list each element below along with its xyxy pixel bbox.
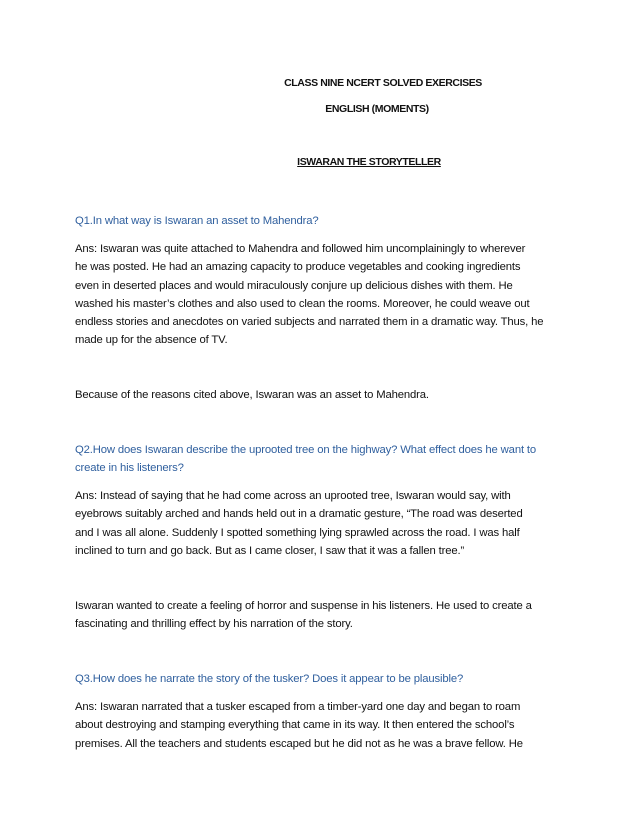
question-2-line: create in his listeners?: [75, 462, 184, 475]
question-1: [75, 212, 565, 230]
answer-1-line: he was posted. He had an amazing capacity to produce vegetables and cooking ingredients: [75, 261, 521, 274]
question-1-text: Q1.In what way is Iswaran an asset to Mahendra?: [75, 215, 319, 227]
answer-3-line: premises. All the teachers and students escaped but he did not as he was a brave fellow. He: [75, 737, 523, 750]
answer-1-line: made up for the absence of TV.: [75, 334, 228, 347]
answer-3-line: Ans: Iswaran narrated that a tusker escaped from a timber-yard one day and began to roam: [75, 701, 521, 713]
answer-2-line: inclined to turn and go back. But as I came closer, I saw that it was a fallen tree.”: [75, 544, 465, 557]
answer-1-conclusion: [75, 386, 565, 404]
question-3-text: Q3.How does he narrate the story of the tusker? Does it appear to be plausible?: [75, 673, 464, 685]
answer-1-line: washed his master’s clothes and also used to clean the rooms. Moreover, he could weave out: [75, 297, 530, 310]
document-title: CLASS NINE NCERT SOLVED EXERCISES: [284, 77, 482, 89]
question-2: [75, 441, 565, 478]
answer-1-conclusion-line: Because of the reasons cited above, Iswaran was an asset to Mahendra.: [75, 389, 429, 401]
answer-2-line: eyebrows suitably arched and hands held out in a dramatic gesture, “The road was deserted: [75, 508, 523, 521]
answer-1-line: even in deserted places and would miraculously conjure up delicious dishes with them. He: [75, 279, 513, 292]
answer-1-line: endless stories and anecdotes on varied subjects and narrated them in a dramatic way. Thus, he: [75, 316, 544, 329]
question-2-line: Q2.How does Iswaran describe the uprooted tree on the highway? What effect does he want to: [75, 444, 537, 456]
chapter-title: ISWARAN THE STORYTELLER: [297, 156, 441, 168]
answer-1-line: Ans: Iswaran was quite attached to Mahendra and followed him uncomplainingly to wherever: [75, 243, 526, 255]
answer-3-line: about destroying and stamping everything that came in its way. It then entered the school’s: [75, 719, 515, 732]
answer-3: [75, 698, 565, 753]
answer-2: [75, 487, 565, 560]
answer-2-line: Ans: Instead of saying that he had come across an uprooted tree, Iswaran would say, with: [75, 490, 511, 502]
answer-1: [75, 240, 565, 350]
document-subject: ENGLISH (MOMENTS): [325, 103, 429, 115]
answer-2-conclusion: [75, 597, 565, 634]
answer-2-conclusion-line: Iswaran wanted to create a feeling of horror and suspense in his listeners. He used to create a: [75, 600, 532, 612]
answer-2-line: and I was all alone. Suddenly I spotted something lying sprawled across the road. I was half: [75, 526, 520, 539]
answer-2-conclusion-line: fascinating and thrilling effect by his narration of the story.: [75, 618, 353, 631]
question-3: [75, 670, 565, 688]
